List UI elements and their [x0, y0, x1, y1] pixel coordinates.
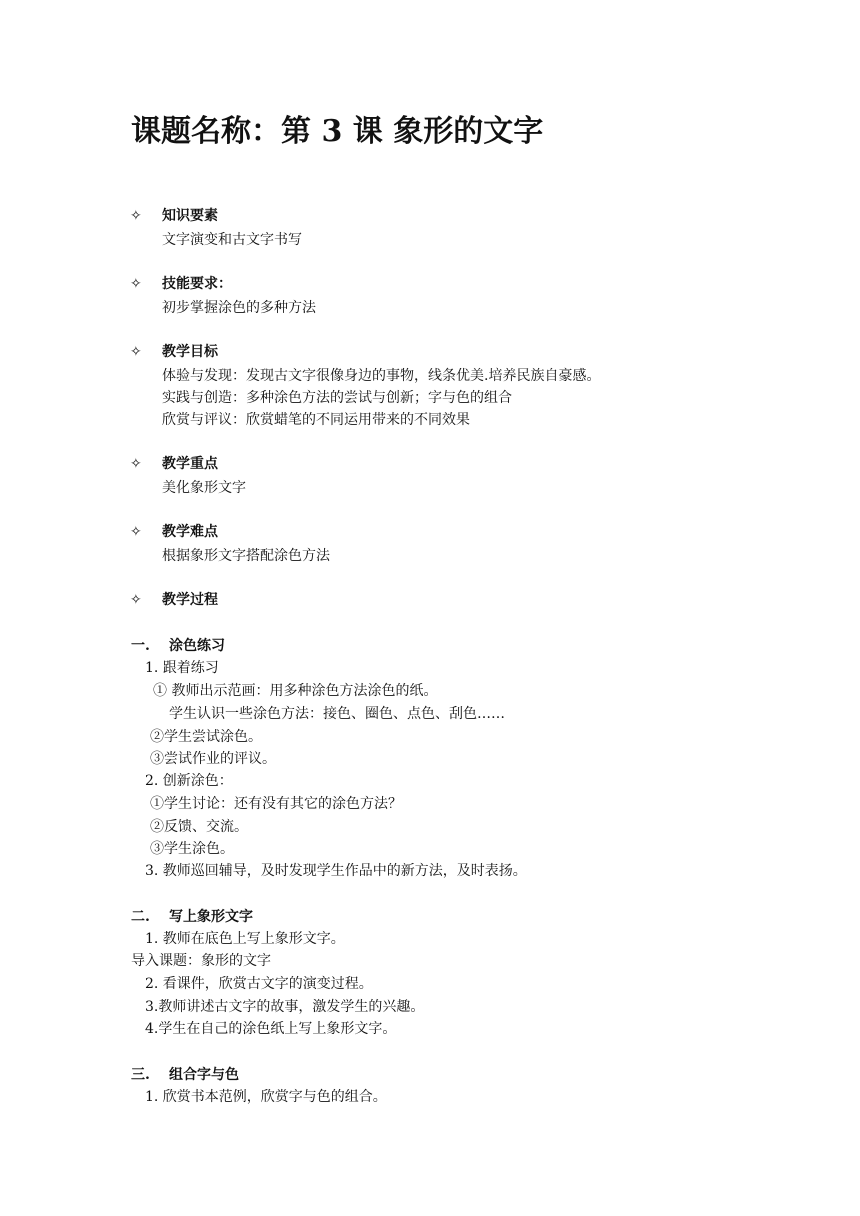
section-line: 初步掌握涂色的多种方法 — [162, 300, 316, 316]
section-line: 文字演变和古文字书写 — [162, 232, 302, 248]
section-line: 美化象形文字 — [162, 480, 246, 496]
section-heading-knowledge: 知识要素 — [162, 208, 218, 224]
process-line: 1. 教师在底色上写上象形文字。 — [145, 931, 345, 947]
process-part-title: 组合字与色 — [169, 1067, 239, 1083]
section-heading-skills: 技能要求： — [162, 276, 232, 292]
section-heading-difficulty: 教学难点 — [162, 524, 218, 540]
section-heading-goals: 教学目标 — [162, 344, 218, 360]
process-line: ②学生尝试涂色。 — [150, 729, 262, 745]
process-line: ③尝试作业的评议。 — [150, 751, 276, 767]
process-line: 导入课题：象形的文字 — [131, 953, 271, 969]
process-line: ① 教师出示范画：用多种涂色方法涂色的纸。 — [153, 683, 438, 699]
section-line: 根据象形文字搭配涂色方法 — [162, 548, 330, 564]
process-part-number: 三. — [131, 1067, 150, 1083]
process-part-title: 涂色练习 — [169, 638, 225, 654]
process-line: ②反馈、交流。 — [150, 819, 248, 835]
process-line: 1. 跟着练习 — [145, 660, 219, 676]
process-part-number: 一. — [131, 638, 150, 654]
process-part-title: 写上象形文字 — [169, 909, 253, 925]
section-line: 实践与创造：多种涂色方法的尝试与创新；字与色的组合 — [162, 390, 512, 406]
section-heading-key-point: 教学重点 — [162, 456, 218, 472]
process-part-number: 二. — [131, 909, 150, 925]
bullet-diamond-icon: ✧ — [130, 592, 142, 608]
bullet-diamond-icon: ✧ — [130, 276, 142, 292]
section-line: 体验与发现：发现古文字很像身边的事物，线条优美.培养民族自豪感。 — [162, 368, 601, 384]
process-line: 4.学生在自己的涂色纸上写上象形文字。 — [145, 1021, 397, 1037]
process-line: 学生认识一些涂色方法：接色、圈色、点色、刮色…… — [169, 706, 505, 722]
process-line: 1. 欣赏书本范例，欣赏字与色的组合。 — [145, 1089, 387, 1105]
page-title: 课题名称：第 3 课 象形的文字 — [131, 114, 544, 149]
process-line: 2. 创新涂色： — [145, 773, 233, 789]
bullet-diamond-icon: ✧ — [130, 524, 142, 540]
process-line: ③学生涂色。 — [150, 841, 234, 857]
process-line: ①学生讨论：还有没有其它的涂色方法？ — [150, 796, 402, 812]
process-line: 3.教师讲述古文字的故事，激发学生的兴趣。 — [145, 999, 425, 1015]
process-line: 3. 教师巡回辅导，及时发现学生作品中的新方法，及时表扬。 — [145, 863, 527, 879]
section-heading-process: 教学过程 — [162, 592, 218, 608]
bullet-diamond-icon: ✧ — [130, 456, 142, 472]
bullet-diamond-icon: ✧ — [130, 208, 142, 224]
bullet-diamond-icon: ✧ — [130, 344, 142, 360]
section-line: 欣赏与评议：欣赏蜡笔的不同运用带来的不同效果 — [162, 412, 470, 428]
process-line: 2. 看课件，欣赏古文字的演变过程。 — [145, 976, 373, 992]
